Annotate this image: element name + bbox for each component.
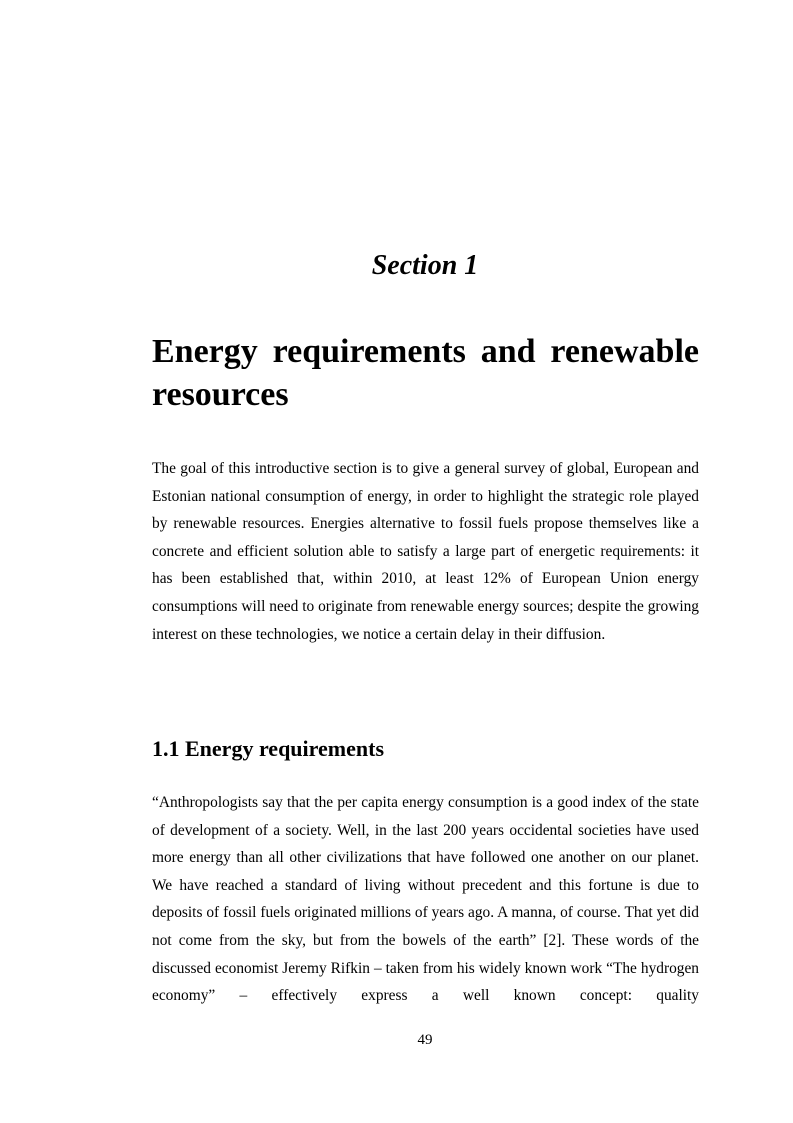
page-number: 49	[417, 1032, 433, 1048]
section-label: Section 1	[371, 250, 479, 281]
intro-paragraph: The goal of this introductive section is to give a general survey of global, European and Estonian national consumption of energy, in order to highlight the strategic role played by renewable resources. Energies alternative to fossil fuels propose themselves like a concrete and efficient solution able to satisfy a large part of energetic requirements: it has been established that, within 2010, at least 12% of European Union energy consumptions will need to originate from renewable energy sources; despite the growing interest on these technologies, we notice a certain delay in their diffusion.	[152, 460, 699, 643]
chapter-title: Energy requirements and renewable resources	[152, 333, 699, 413]
body-paragraph: “Anthropologists say that the per capita energy consumption is a good index of the state of development of a society. Well, in the last 200 years occidental societies have used more energy than all other civilizations that have followed one another on our planet. We have reached a standard of living without precedent and this fortune is due to deposits of fossil fuels originated millions of years ago. A manna, of course. That yet did not come from the sky, but from the bowels of the earth” [2]. These words of the discussed economist Jeremy Rifkin – taken from his widely known work “The hydrogen economy” – effectively express a well known concept: quality	[152, 794, 699, 1005]
subsection-title: 1.1 Energy requirements	[152, 736, 384, 761]
